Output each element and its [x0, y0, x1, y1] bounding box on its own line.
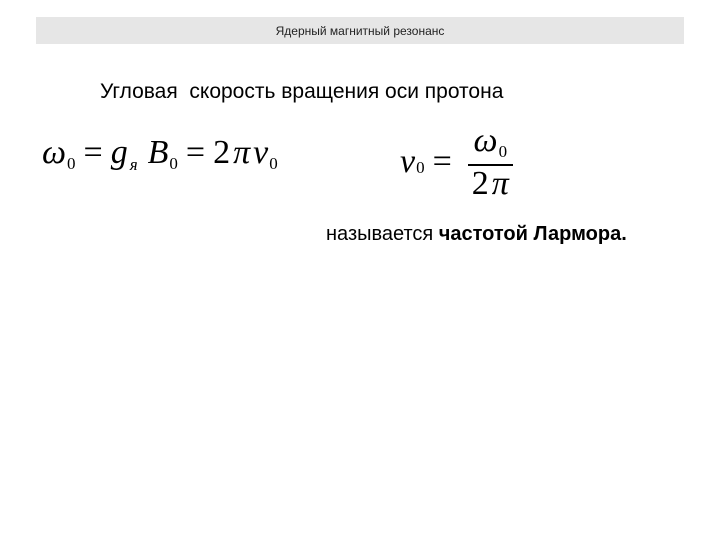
- pi-symbol: π: [491, 164, 509, 202]
- omega-symbol: ω: [42, 134, 67, 171]
- omega-subscript: 0: [498, 141, 508, 161]
- page-title: Ядерный магнитный резонанс: [275, 23, 445, 38]
- larmor-term: частотой Лармора.: [438, 223, 627, 245]
- larmor-frequency-formula: [400, 122, 513, 202]
- nu-symbol: ν: [400, 143, 416, 180]
- b-subscript: 0: [169, 154, 178, 173]
- header-bar: [36, 17, 684, 44]
- subtitle: Угловая скорость вращения оси протона: [100, 80, 504, 103]
- fraction-numerator: [470, 123, 512, 164]
- larmor-definition: [326, 223, 627, 246]
- nu-subscript: 0: [416, 158, 425, 177]
- fraction: [468, 123, 513, 202]
- g-subscript: я: [129, 155, 138, 174]
- angular-velocity-formula: [42, 134, 278, 178]
- two-number: 2: [471, 164, 489, 202]
- nu-symbol: ν: [253, 134, 269, 171]
- equals-sign: =: [83, 134, 103, 171]
- omega-subscript: 0: [67, 154, 76, 173]
- fraction-denominator: [468, 166, 513, 202]
- two-number: 2: [213, 134, 231, 171]
- b-symbol: B: [147, 134, 169, 171]
- g-symbol: g: [110, 134, 128, 171]
- equals-sign: =: [185, 134, 206, 171]
- definition-prefix: называется: [326, 223, 439, 245]
- nu-subscript: 0: [269, 154, 278, 173]
- omega-symbol: ω: [473, 121, 498, 159]
- pi-symbol: π: [233, 134, 251, 171]
- equals-sign: =: [432, 143, 452, 180]
